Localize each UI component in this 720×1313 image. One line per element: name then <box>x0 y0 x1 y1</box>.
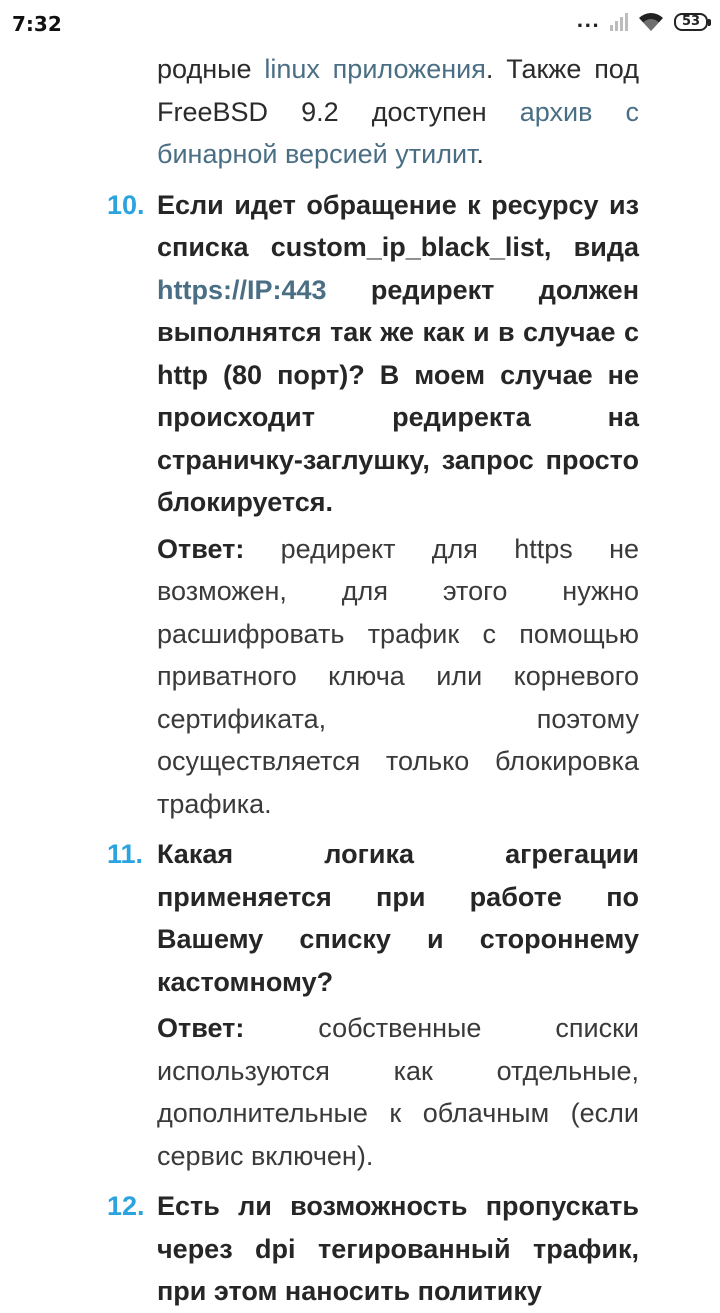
article-content <box>0 48 720 1313</box>
question-text: Какая логика агрегации применяется при работе по Вашему списку и стороннему кастомному? <box>157 839 639 997</box>
faq-item-11 <box>107 833 639 1177</box>
status-bar <box>0 0 720 48</box>
cell-signal-icon <box>610 13 628 31</box>
battery-icon: 53 <box>674 13 708 31</box>
answer-text: собственные списки используются как отдельные, дополнительные к облачным (если сервис включен). <box>157 1013 639 1171</box>
answer <box>157 1007 639 1177</box>
intro-text: родные <box>157 54 265 84</box>
question-text: Есть ли возможность пропускать через dpi тегированный трафик, при этом наносить политику <box>157 1191 639 1306</box>
wifi-icon <box>638 12 664 32</box>
faq-item-10 <box>107 184 639 826</box>
answer-text: редирект для https не возможен, для этого нужно расшифровать трафик с помощью приватного ключа или корневого сертификата, поэтому осуществляется только блокировка трафика. <box>157 533 639 819</box>
status-time: 7:32 <box>12 12 62 36</box>
question-text: редирект должен выполнятся так же как и в случае с http (80 порт)? В моем случае не происходит редиректа на страничку-заглушку, запрос просто блокируется. <box>157 274 639 517</box>
question-text: Если идет обращение к ресурсу из списка custom_ip_black_list, вида <box>157 189 639 262</box>
answer-label: Ответ: <box>157 533 245 564</box>
question <box>157 1185 639 1313</box>
item-number: 10. <box>107 189 145 220</box>
notification-dots-icon: ... <box>576 11 600 32</box>
https-ip-link[interactable]: https://IP:443 <box>157 274 327 305</box>
intro-paragraph <box>157 48 639 176</box>
intro-text: . Также под FreeBSD 9.2 доступен <box>157 54 639 127</box>
question <box>157 833 639 1003</box>
question <box>157 184 639 524</box>
linux-apps-link[interactable]: linux приложения <box>264 54 486 84</box>
faq-item-12 <box>107 1185 639 1313</box>
answer <box>157 528 639 826</box>
answer-label: Ответ: <box>157 1013 245 1043</box>
intro-text: . <box>476 139 484 169</box>
item-number: 12. <box>107 1191 145 1221</box>
item-number: 11. <box>107 839 144 869</box>
binary-archive-link[interactable]: архив с бинарной версией утилит <box>157 96 640 169</box>
status-icons <box>576 12 708 32</box>
